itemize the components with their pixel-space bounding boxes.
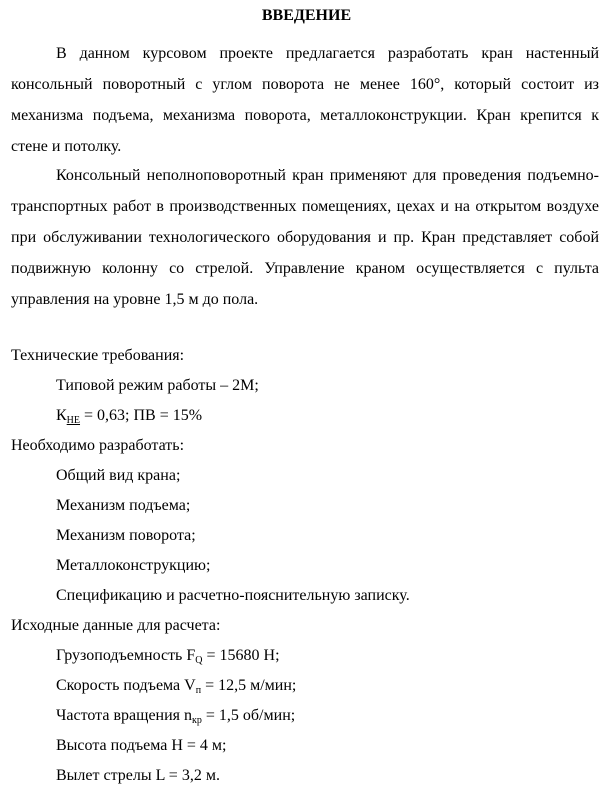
speed-subscript: п: [195, 685, 202, 696]
speed-label: Скорость подъема V: [56, 677, 196, 694]
to-develop-item: Механизм поворота;: [56, 527, 196, 544]
initial-data-heading: Исходные данные для расчета:: [11, 617, 221, 634]
tech-requirement-mode: Типовой режим работы – 2М;: [56, 377, 259, 394]
page-title: ВВЕДЕНИЕ: [261, 7, 352, 24]
speed-value: = 12,5 м/мин;: [201, 677, 297, 694]
capacity-value: = 15680 Н;: [202, 647, 280, 664]
k-subscript: НЕ: [66, 415, 81, 426]
tech-requirements-heading: Технические требования:: [11, 347, 185, 364]
capacity-subscript: Q: [195, 655, 203, 666]
k-values: = 0,63; ПВ = 15%: [80, 407, 203, 424]
rotation-value: = 1,5 об/мин;: [201, 707, 296, 724]
initial-data-reach: Вылет стрелы L = 3,2 м.: [56, 767, 220, 784]
intro-paragraph-2: Консольный неполноповоротный кран применяют для проведения подъемно-транспортных работ в производственных помещениях, цехах и на открытом воздухе при обслуживании технологического оборудования и пр. Кран представляет собой подвижную колонну со стрелой. Управление краном осуществляется с пульта управления на уровне 1,5 м до пола.: [11, 167, 599, 308]
k-symbol: К: [56, 407, 67, 424]
to-develop-item: Общий вид крана;: [56, 467, 181, 484]
initial-data-rotation: [56, 706, 295, 726]
tech-requirement-k: [56, 406, 202, 426]
to-develop-item: Металлоконструкцию;: [56, 557, 211, 574]
rotation-label: Частота вращения n: [56, 707, 193, 724]
initial-data-height: Высота подъема Н = 4 м;: [56, 737, 227, 754]
initial-data-capacity: [56, 646, 280, 666]
to-develop-heading: Необходимо разработать:: [11, 437, 185, 454]
rotation-subscript: кр: [192, 715, 202, 726]
capacity-label: Грузоподъемность F: [56, 647, 196, 664]
to-develop-item: Спецификацию и расчетно-пояснительную записку.: [56, 587, 410, 604]
initial-data-speed: [56, 676, 296, 696]
to-develop-item: Механизм подъема;: [56, 497, 191, 514]
intro-paragraph-1: В данном курсовом проекте предлагается разработать кран настенный консольный поворотный с углом поворота не менее 160°, который состоит из механизма подъема, механизма поворота, металлоконструкции. Кран крепится к стене и потолку.: [11, 45, 599, 155]
